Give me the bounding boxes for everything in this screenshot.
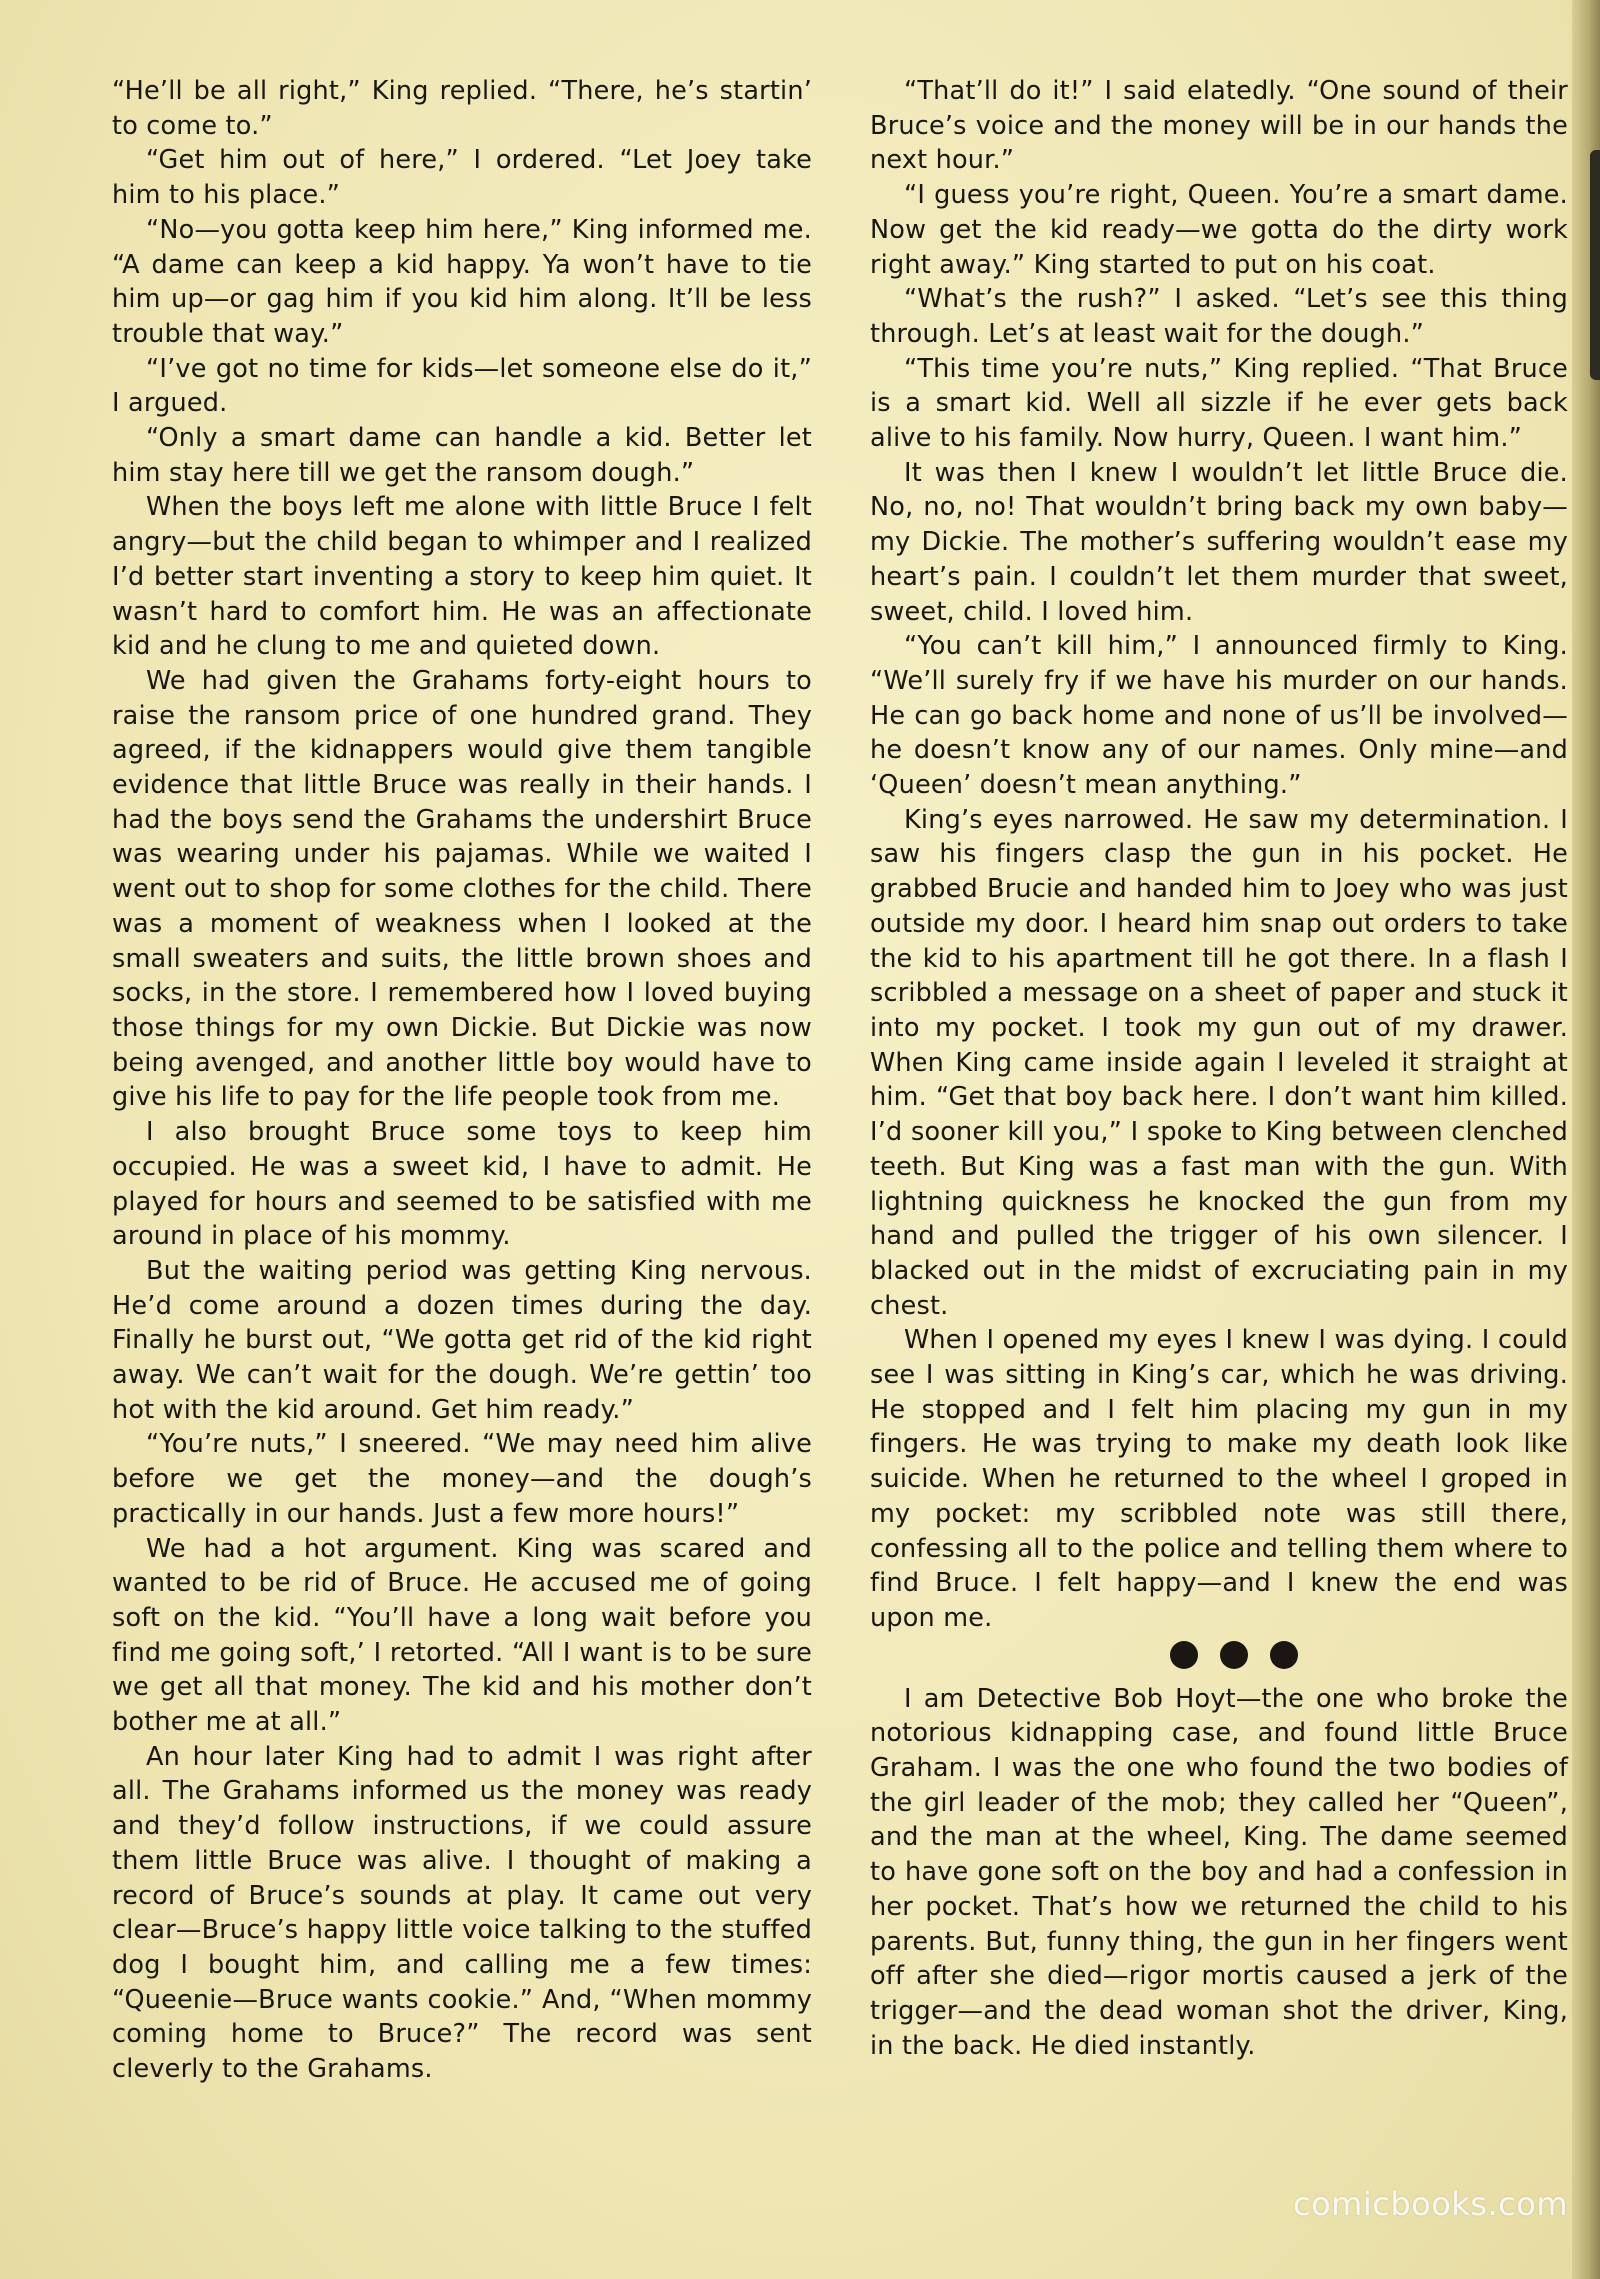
paragraph: When the boys left me alone with little Bruce I felt angry—but the child began to whimper and I realized I’d better start inventing a story to keep him quiet. It wasn’t hard to comfort him. He was an affectionate kid and he clung to me and quieted down. — [112, 492, 812, 662]
paragraph: “This time you’re nuts,” King replied. “That Bruce is a smart kid. Well all sizzle if he ever gets back alive to his family. Now hurry, Queen. I want him.” — [870, 353, 1568, 454]
watermark: comicbooks.com — [1292, 2185, 1568, 2223]
right-text-column — [870, 74, 1568, 2063]
left-text-column — [112, 74, 812, 2087]
paragraph: King’s eyes narrowed. He saw my determination. I saw his fingers clasp the gun in his pocket. He grabbed Brucie and handed him to Joey who was just outside my door. I heard him snap out orders to take the kid to his apartment till he got there. In a flash I scribbled a message on a sheet of paper and stuck it into my pocket. I took my gun out of my drawer. When King came inside again I leveled it straight at him. “Get that boy back here. I don’t want him killed. I’d sooner kill you,” I spoke to King between clenched teeth. But King was a fast man with the gun. With lightning quickness he knocked the gun from my hand and pulled the trigger of his own silencer. I blacked out in the midst of excruciating pain in my chest. — [870, 804, 1568, 1321]
paragraph: I am Detective Bob Hoyt—the one who broke the notorious kidnapping case, and found little Bruce Graham. I was the one who found the two bodies of the girl leader of the mob; they called her “Queen”, and the man at the wheel, King. The dame seemed to have gone soft on the boy and had a confession in her pocket. That’s how we returned the child to his parents. But, funny thing, the gun in her fingers went off after she died—rigor mortis caused a jerk of the trigger—and the dead woman shot the driver, King, in the back. He died instantly. — [870, 1683, 1568, 2061]
paragraph: We had a hot argument. King was scared and wanted to be rid of Bruce. He accused me of going soft on the kid. “You’ll have a long wait before you find me going soft,’ I retorted. “All I want is to be sure we get all that money. The kid and his mother don’t bother me at all.” — [112, 1533, 812, 1738]
divider-dot-icon — [1270, 1641, 1298, 1669]
divider-dot-icon — [1220, 1641, 1248, 1669]
paragraph: An hour later King had to admit I was right after all. The Grahams informed us the money was ready and they’d follow instructions, if we could assure them little Bruce was alive. I thought of making a record of Bruce’s sounds at play. It came out very clear—Bruce’s happy little voice talking to the stuffed dog I bought him, and calling me a few times: “Queenie—Bruce wants cookie.” And, “When mommy coming home to Bruce?” The record was sent cleverly to the Grahams. — [112, 1741, 812, 2085]
section-divider — [900, 1638, 1568, 1672]
paragraph: But the waiting period was getting King nervous. He’d come around a dozen times during the day. Finally he burst out, “We gotta get rid of the kid right away. We can’t wait for the dough. We’re gettin’ too hot with the kid around. Get him ready.” — [112, 1255, 812, 1425]
page-edge — [1572, 0, 1600, 2279]
paragraph: “You can’t kill him,” I announced firmly to King. “We’ll surely fry if we have his murder on our hands. He can go back home and none of us’ll be involved—he doesn’t know any of our names. Only mine—and ‘Queen’ doesn’t mean anything.” — [870, 631, 1568, 801]
paragraph: “Get him out of here,” I ordered. “Let Joey take him to his place.” — [112, 145, 812, 211]
paragraph: “No—you gotta keep him here,” King informed me. “A dame can keep a kid happy. Ya won’t have to tie him up—or gag him if you kid him along. It’ll be less trouble that way.” — [112, 214, 812, 349]
paragraph: “I guess you’re right, Queen. You’re a smart dame. Now get the kid ready—we gotta do the dirty work right away.” King started to put on his coat. — [870, 180, 1568, 280]
binding-notch — [1590, 150, 1600, 380]
paragraph: When I opened my eyes I knew I was dying. I could see I was sitting in King’s car, which he was driving. He stopped and I felt him placing my gun in my fingers. He was trying to make my death look like suicide. When he returned to the wheel I groped in my pocket: my scribbled note was still there, confessing all to the police and telling them where to find Bruce. I felt happy—and I knew the end was upon me. — [870, 1325, 1568, 1633]
paragraph: “He’ll be all right,” King replied. “There, he’s startin’ to come to.” — [112, 76, 812, 141]
paragraph: It was then I knew I wouldn’t let little Bruce die. No, no, no! That wouldn’t bring back my own baby—my Dickie. The mother’s suffering wouldn’t ease my heart’s pain. I couldn’t let them murder that sweet, sweet, child. I loved him. — [870, 457, 1568, 627]
paragraph: We had given the Grahams forty-eight hours to raise the ransom price of one hundred grand. They agreed, if the kidnappers would give them tangible evidence that little Bruce was really in their hands. I had the boys send the Grahams the undershirt Bruce was wearing under his pajamas. While we waited I went out to shop for some clothes for the child. There was a moment of weakness when I looked at the small sweaters and suits, the little brown shoes and socks, in the store. I remembered how I loved buying those things for my own Dickie. But Dickie was now being avenged, and another little boy would have to give his life to pay for the life people took from me. — [112, 665, 812, 1113]
paragraph: “Only a smart dame can handle a kid. Better let him stay here till we get the ransom dough.” — [112, 423, 812, 488]
paragraph: I also brought Bruce some toys to keep him occupied. He was a sweet kid, I have to admit. He played for hours and seemed to be satisfied with me around in place of his mommy. — [112, 1117, 812, 1252]
paragraph: “That’ll do it!” I said elatedly. “One sound of their Bruce’s voice and the money will be in our hands the next hour.” — [870, 76, 1568, 176]
paragraph: “What’s the rush?” I asked. “Let’s see this thing through. Let’s at least wait for the dough.” — [870, 284, 1568, 349]
paragraph: “I’ve got no time for kids—let someone else do it,” I argued. — [112, 353, 812, 419]
divider-dot-icon — [1170, 1641, 1198, 1669]
paragraph: “You’re nuts,” I sneered. “We may need him alive before we get the money—and the dough’s practically in our hands. Just a few more hours!” — [112, 1429, 812, 1529]
